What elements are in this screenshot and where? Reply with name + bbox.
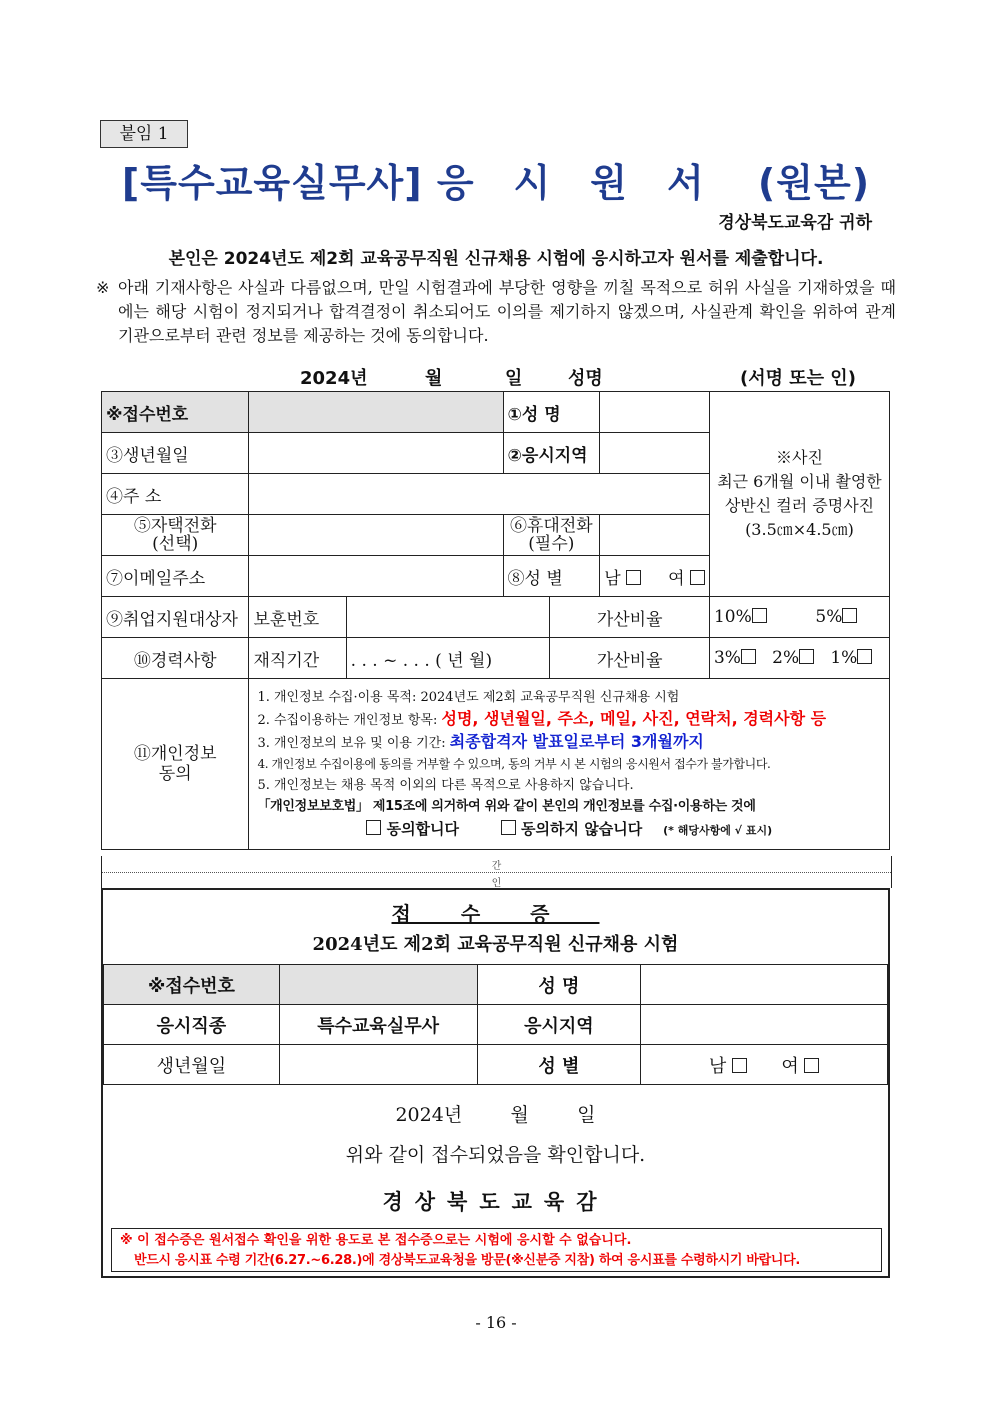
declaration: 본인은 2024년도 제2회 교육공무직원 신규채용 시험에 응시하고자 원서를 제출합니다. bbox=[168, 249, 824, 269]
receipt-region-field[interactable] bbox=[641, 1005, 888, 1045]
disagree-label: 동의하지 않습니다 bbox=[521, 820, 643, 838]
privacy-item-2 bbox=[257, 708, 881, 731]
bonus-rate-label: 가산비율 bbox=[550, 597, 710, 638]
home-phone-label bbox=[102, 515, 249, 556]
career-label: ⑩경력사항 bbox=[102, 638, 249, 679]
privacy-label-sub: 동의 bbox=[158, 764, 192, 784]
photo-box[interactable] bbox=[709, 392, 889, 597]
mobile-field[interactable] bbox=[600, 515, 710, 556]
title-original: (원본) bbox=[757, 161, 871, 205]
privacy-item-3-prefix: 3. 개인정보의 보유 및 이용 기간: bbox=[257, 736, 446, 751]
receipt-male-label: 남 bbox=[708, 1055, 727, 1077]
receipt-job-value: 특수교육실무사 bbox=[279, 1005, 477, 1045]
mobile-sub: (필수) bbox=[528, 534, 575, 554]
notice-text: 아래 기재사항은 사실과 다름없으며, 만일 시험결과에 부당한 영향을 끼칠 목적으로 허위 사실을 기재하였을 때에는 해당 시험이 정지되거나 합격결정이 취소되어도 이의를 제기하지 않겠으며, 사실관계 확인을 위하여 관계 기관으로부터 관련 정보를 제공하는 것에 동의합니다. bbox=[118, 278, 896, 345]
mobile-text: ⑥휴대전화 bbox=[510, 516, 593, 536]
privacy-retention-period: 최종합격자 발표일로부터 3개월까지 bbox=[449, 732, 704, 751]
address-label: ④주 소 bbox=[102, 474, 249, 515]
addressee: 경상북도교육감 귀하 bbox=[718, 213, 872, 233]
receipt-male-checkbox[interactable] bbox=[732, 1058, 747, 1073]
rate-2-checkbox[interactable] bbox=[799, 649, 814, 664]
receipt-notice-2: 반드시 응시표 수령 기간(6.27.~6.28.)에 경상북도교육청을 방문(※신분증 지참) 하여 응시표를 수령하시기 바랍니다. bbox=[134, 1253, 800, 1268]
receipt-section bbox=[101, 888, 890, 1278]
female-checkbox[interactable] bbox=[690, 570, 705, 585]
cut-mark-bottom: 인 bbox=[491, 878, 502, 889]
receipt-job-label: 응시직종 bbox=[104, 1005, 280, 1045]
title-category: [특수교육실무사] bbox=[121, 161, 423, 205]
receipt-birth-label: 생년월일 bbox=[104, 1045, 280, 1085]
receipt-name-label: 성 명 bbox=[477, 965, 641, 1005]
receipt-subtitle: 2024년도 제2회 교육공무직원 신규채용 시험 bbox=[312, 934, 679, 955]
agree-checkbox[interactable] bbox=[366, 820, 381, 835]
career-rate-label: 가산비율 bbox=[550, 638, 710, 679]
photo-size: (3.5㎝×4.5㎝) bbox=[745, 520, 854, 539]
application-form bbox=[101, 391, 890, 850]
tenure-label: 재직기간 bbox=[249, 638, 346, 679]
receipt-signer: 경상북도교육감 bbox=[382, 1189, 609, 1214]
privacy-item-3 bbox=[257, 731, 881, 754]
privacy-item-4: 4. 개인정보 수집이용에 동의를 거부할 수 있으며, 동의 거부 시 본 시험의 응시원서 접수가 불가합니다. bbox=[257, 757, 771, 771]
email-field[interactable] bbox=[249, 556, 503, 597]
home-phone-field[interactable] bbox=[249, 515, 503, 556]
address-field[interactable] bbox=[249, 474, 709, 515]
attachment-tag: 붙임 1 bbox=[100, 120, 188, 148]
privacy-item-5: 5. 개인정보는 채용 목적 이외의 다른 목적으로 사용하지 않습니다. bbox=[257, 778, 634, 793]
rate-5-checkbox[interactable] bbox=[842, 608, 857, 623]
birth-field[interactable] bbox=[249, 433, 503, 474]
veteran-no-label: 보훈번호 bbox=[249, 597, 346, 638]
photo-desc-2: 상반신 컬러 증명사진 bbox=[724, 496, 875, 515]
male-checkbox[interactable] bbox=[626, 570, 641, 585]
notice bbox=[96, 276, 896, 348]
rate-1-label: 1% bbox=[830, 648, 858, 668]
gender-label: ⑧성 별 bbox=[503, 556, 600, 597]
email-label: ⑦이메일주소 bbox=[102, 556, 249, 597]
rate-3-label: 3% bbox=[713, 648, 741, 668]
home-phone-sub: (선택) bbox=[152, 534, 199, 554]
privacy-item-2-prefix: 2. 수집이용하는 개인정보 항목: bbox=[257, 713, 438, 728]
date-year: 2024년 bbox=[300, 368, 368, 389]
veteran-no-field[interactable] bbox=[346, 597, 550, 638]
photo-desc-1: 최근 6개월 이내 촬영한 bbox=[717, 472, 882, 491]
privacy-item-1: 1. 개인정보 수집·이용 목적: 2024년도 제2회 교육공무직원 신규채용 시험 bbox=[257, 690, 680, 705]
receipt-no-label: ※접수번호 bbox=[104, 965, 280, 1005]
receipt-notice-1: ※ 이 접수증은 원서접수 확인을 위한 용도로 본 접수증으로는 시험에 응시할 수 없습니다. bbox=[120, 1233, 632, 1248]
receipt-confirm: 위와 같이 접수되었음을 확인합니다. bbox=[345, 1144, 646, 1166]
receipt-name-field[interactable] bbox=[641, 965, 888, 1005]
receipt-female-label: 여 bbox=[781, 1055, 799, 1077]
receipt-title-text: 접수증 bbox=[391, 902, 600, 926]
notice-mark: ※ bbox=[96, 278, 110, 297]
date-month: 월 bbox=[425, 368, 443, 389]
privacy-label bbox=[102, 679, 249, 850]
receipt-table bbox=[103, 964, 888, 1085]
receipt-no-field bbox=[249, 392, 503, 433]
receipt-no-field bbox=[279, 965, 477, 1005]
rate-10-label: 10% bbox=[713, 607, 752, 627]
page-number: - 16 - bbox=[475, 1313, 517, 1332]
rate-2-label: 2% bbox=[772, 648, 800, 668]
mobile-label bbox=[503, 515, 600, 556]
consent-options bbox=[257, 817, 881, 841]
name-field[interactable] bbox=[600, 392, 710, 433]
receipt-date: 2024년 월 일 bbox=[395, 1104, 596, 1126]
photo-title: ※사진 bbox=[776, 448, 823, 467]
receipt-gender-label: 성 별 bbox=[477, 1045, 641, 1085]
employment-support-label: ⑨취업지원대상자 bbox=[102, 597, 249, 638]
privacy-consent-body bbox=[249, 679, 890, 850]
rate-10-checkbox[interactable] bbox=[752, 608, 767, 623]
receipt-notice bbox=[111, 1228, 882, 1272]
career-rate-options bbox=[709, 638, 889, 679]
receipt-birth-field[interactable] bbox=[279, 1045, 477, 1085]
gender-options bbox=[600, 556, 710, 597]
signature-name-label: 성명 bbox=[568, 368, 603, 389]
rate-5-label: 5% bbox=[815, 607, 843, 627]
receipt-gender-options bbox=[641, 1045, 888, 1085]
receipt-no-label: ※접수번호 bbox=[102, 392, 249, 433]
receipt-female-checkbox[interactable] bbox=[804, 1058, 819, 1073]
disagree-checkbox[interactable] bbox=[501, 820, 516, 835]
cut-line bbox=[101, 856, 892, 888]
agree-label: 동의합니다 bbox=[386, 820, 460, 838]
date-day: 일 bbox=[505, 368, 523, 389]
page-title bbox=[0, 152, 992, 207]
name-label: ①성 명 bbox=[503, 392, 600, 433]
receipt-region-label: 응시지역 bbox=[477, 1005, 641, 1045]
rate-3-checkbox[interactable] bbox=[741, 649, 756, 664]
check-note: (* 해당사항에 √ 표시) bbox=[663, 824, 773, 837]
male-label: 남 bbox=[604, 568, 621, 589]
cut-mark-top: 간 bbox=[491, 861, 502, 872]
receipt-title bbox=[103, 898, 888, 927]
rate-1-checkbox[interactable] bbox=[857, 649, 872, 664]
region-label: ②응시지역 bbox=[503, 433, 600, 474]
home-phone-text: ⑤자택전화 bbox=[133, 516, 217, 536]
tenure-field[interactable]: . . . ~ . . . ( 년 월) bbox=[346, 638, 550, 679]
title-main: 응시원서 bbox=[436, 161, 744, 205]
bonus-rate-options bbox=[709, 597, 889, 638]
dotted-divider bbox=[102, 872, 891, 873]
signature-note: (서명 또는 인) bbox=[740, 368, 856, 389]
privacy-label-text: ⑪개인정보 bbox=[133, 744, 217, 764]
female-label: 여 bbox=[668, 568, 685, 589]
birth-label: ③생년월일 bbox=[102, 433, 249, 474]
region-field[interactable] bbox=[600, 433, 710, 474]
privacy-items-list: 성명, 생년월일, 주소, 메일, 사진, 연락처, 경력사항 등 bbox=[441, 709, 827, 728]
privacy-statement: 「개인정보보호법」 제15조에 의거하여 위와 같이 본인의 개인정보를 수집·이용하는 것에 bbox=[257, 799, 756, 814]
